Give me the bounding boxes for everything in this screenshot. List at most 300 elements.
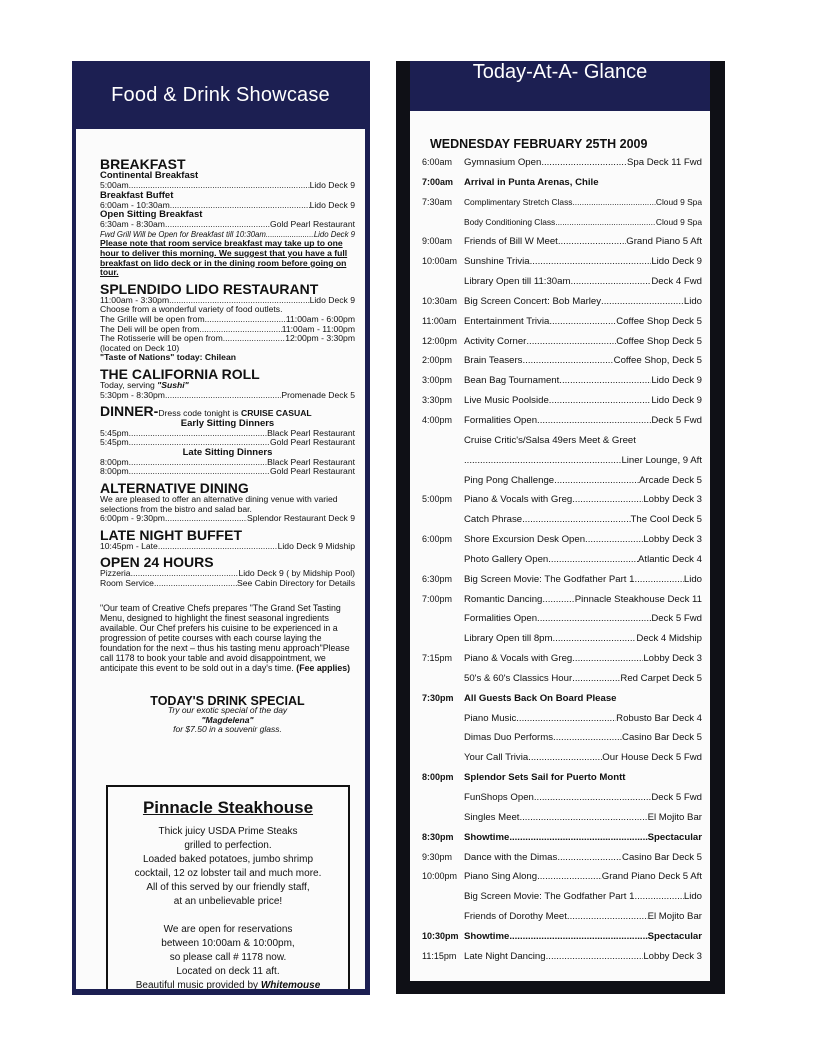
schedule-entry [464, 594, 702, 605]
leader-dots [509, 832, 647, 843]
leader-dots [555, 217, 656, 227]
schedule-location: Lobby Deck 3 [643, 950, 702, 962]
schedule-event: Library Open till 8pm [464, 633, 553, 645]
schedule-time: 10:30am [422, 295, 458, 306]
schedule-location: Spectacular [647, 930, 702, 942]
schedule-event: Piano Sing Along [464, 871, 538, 883]
schedule-row [422, 812, 702, 832]
schedule-row [422, 336, 702, 356]
schedule-event: Big Screen Movie: The Godfather Part 1 [464, 891, 635, 903]
continental-loc: Lido Deck 9 [309, 180, 355, 190]
schedule-event: All Guests Back On Board Please [464, 692, 617, 704]
schedule-event: Sunshine Trivia [464, 256, 530, 268]
schedule-row [422, 435, 702, 455]
schedule-entry [464, 415, 702, 426]
schedule-event: Bean Bag Tournament [464, 375, 560, 387]
rotisserie-hours: 12:00pm - 3:30pm [285, 333, 355, 344]
schedule-row [422, 653, 702, 673]
room-service-loc: See Cabin Directory for Details [237, 578, 355, 589]
alternative-title: ALTERNATIVE DINING [100, 480, 249, 497]
schedule-row [422, 475, 702, 495]
alternative-time: 6:00pm - 9:30pm [100, 513, 165, 524]
splendido-loc: Lido Deck 9 [309, 294, 355, 305]
schedule-entry [464, 852, 702, 863]
buffet-label: Breakfast Buffet [100, 189, 174, 201]
drink-special-line-1: Try our exotic special of the day [167, 705, 288, 716]
leader-dots [205, 315, 286, 325]
pinnacle-res-line: We are open for reservations [163, 924, 293, 935]
leader-dots [559, 375, 651, 386]
late-buffet-loc: Lido Deck 9 Midship [277, 540, 355, 551]
early-2-time: 5:45pm [100, 437, 129, 448]
schedule-location: Cloud 9 Spa [655, 216, 702, 227]
schedule-event: Piano & Vocals with Greg [464, 494, 573, 506]
schedule-entry [464, 673, 702, 684]
food-drink-body [76, 129, 365, 989]
schedule-event: Arrival in Punta Arenas, Chile [464, 176, 599, 188]
schedule-entry [464, 871, 702, 882]
pinnacle-steakhouse-box [106, 785, 350, 989]
schedule-time: 9:30pm [422, 851, 453, 862]
schedule-event: Entertainment Trivia [464, 315, 550, 327]
schedule-row [422, 693, 702, 713]
schedule-row [422, 534, 702, 554]
schedule-event: Your Call Trivia [464, 752, 529, 764]
leader-dots [537, 613, 651, 624]
leader-dots [464, 455, 621, 466]
schedule-entry [464, 455, 702, 466]
pinnacle-desc-line: at an unbelievable price! [173, 896, 283, 907]
schedule-entry [464, 752, 702, 763]
schedule-event: Ping Pong Challenge [464, 474, 555, 486]
grille-hours: 11:00am - 6:00pm [285, 313, 355, 324]
late-sitting-label: Late Sitting Dinners [182, 446, 273, 458]
schedule-row [422, 236, 702, 256]
schedule-time: 7:15pm [422, 653, 453, 664]
leader-dots [165, 220, 270, 230]
schedule-time: 9:00am [422, 236, 453, 247]
leader-dots [537, 871, 602, 882]
schedule-row [422, 752, 702, 772]
pinnacle-description [108, 825, 348, 909]
pinnacle-music-name: Whitemouse [260, 980, 321, 989]
leader-dots [541, 157, 627, 168]
schedule-entry [464, 475, 702, 486]
pizzeria-label: Pizzeria [100, 568, 131, 579]
schedule-row [422, 355, 702, 375]
schedule-row [422, 197, 702, 217]
leader-dots [585, 534, 643, 545]
leader-dots [522, 355, 613, 366]
schedule-event: Piano & Vocals with Greg [464, 653, 573, 665]
schedule-entry [464, 891, 702, 902]
schedule-location: Coffee Shop Deck 5 [616, 335, 702, 347]
schedule-event: Big Screen Movie: The Godfather Part 1 [464, 573, 635, 585]
drink-special-title: TODAY'S DRINK SPECIAL [150, 693, 305, 708]
pinnacle-res-line: Located on deck 11 aft. [176, 966, 280, 977]
schedule-location: Deck 5 Fwd [651, 792, 702, 803]
open-sitting-time: 6:30am - 8:30am [100, 219, 165, 230]
leader-dots [542, 594, 574, 605]
schedule-event: Piano Music [464, 712, 517, 724]
schedule-location: El Mojito Bar [647, 811, 702, 823]
leader-dots [553, 633, 637, 644]
today-header: Today-At-A- Glance [410, 61, 710, 111]
schedule-row [422, 594, 702, 614]
today-at-a-glance-panel [396, 61, 725, 994]
pinnacle-desc-line: All of this served by our friendly staff, [146, 882, 310, 893]
schedule-time: 5:00pm [422, 494, 453, 505]
leader-dots [530, 256, 652, 267]
schedule-entry [464, 554, 702, 565]
schedule-event: Gymnasium Open [464, 157, 542, 168]
schedule-entry [464, 732, 702, 743]
serving-item: "Sushi" [157, 379, 189, 390]
schedule-location: Arcade Deck 5 [639, 474, 702, 486]
schedule-entry [464, 296, 702, 307]
schedule-time: 12:00pm [422, 335, 458, 346]
schedule-row [422, 852, 702, 872]
schedule-event: FunShops Open [464, 792, 534, 803]
open-sitting-label: Open Sitting Breakfast [100, 209, 203, 221]
schedule-event: Formalities Open [464, 613, 538, 625]
taste-suffix: today: Chilean [174, 352, 236, 363]
schedule-row [422, 514, 702, 534]
leader-dots [509, 931, 647, 942]
open24-title: OPEN 24 HOURS [100, 554, 214, 571]
continental-label: Continental Breakfast [100, 170, 199, 181]
leader-dots [522, 514, 630, 525]
schedule-event: Showtime [464, 930, 510, 942]
pinnacle-desc-line: Loaded baked potatoes, jumbo shrimp [142, 854, 314, 865]
dinner-title: DINNER- [100, 403, 159, 420]
schedule-entry [464, 514, 702, 525]
schedule-row [422, 891, 702, 911]
drink-special-price: for $7.50 in a souvenir glass. [173, 724, 282, 735]
leader-dots [534, 792, 651, 803]
taste-of-nations [100, 353, 355, 363]
leader-dots [546, 951, 644, 962]
late-buffet-row [100, 542, 355, 552]
leader-dots [158, 542, 278, 552]
open-sitting-loc: Gold Pearl Restaurant [269, 219, 355, 230]
schedule-row [422, 554, 702, 574]
schedule-entry [464, 951, 702, 962]
leader-dots [165, 391, 281, 401]
leader-dots [558, 236, 626, 247]
schedule-entry [464, 832, 702, 843]
schedule-location: Coffee Shop, Deck 5 [613, 355, 702, 367]
schedule-location: Pinnacle Steakhouse Deck 11 [574, 593, 702, 605]
schedule-event: Complimentary Stretch Class [464, 196, 573, 207]
schedule-location: El Mojito Bar [647, 911, 702, 923]
schedule-location: Deck 5 Fwd [651, 613, 702, 625]
schedule-event: Library Open till 11:30am [464, 276, 571, 288]
schedule-list [422, 157, 702, 971]
schedule-time: 6:00pm [422, 534, 453, 545]
room-service-row [100, 579, 355, 589]
schedule-row [422, 415, 702, 435]
pinnacle-music-prefix: Beautiful music provided by [135, 980, 261, 989]
deli-hours: 11:00am - 11:00pm [281, 323, 355, 334]
schedule-event: 50's & 60's Classics Hour [464, 672, 573, 684]
schedule-date: WEDNESDAY FEBRUARY 25TH 2009 [430, 137, 648, 151]
schedule-event: Friends of Bill W Meet [464, 236, 558, 248]
breakfast-title: BREAKFAST [100, 156, 186, 172]
schedule-location: Lobby Deck 3 [643, 653, 702, 665]
schedule-event: Shore Excursion Desk Open [464, 534, 586, 546]
drink-special [100, 693, 355, 735]
schedule-entry [464, 336, 702, 347]
leader-dots [567, 911, 648, 922]
today-body [410, 111, 710, 981]
schedule-time: 7:30pm [422, 692, 454, 703]
schedule-row [422, 276, 702, 296]
splendido-time: 11:00am - 3:30pm [100, 294, 170, 305]
schedule-entry [464, 435, 702, 446]
leader-dots [129, 458, 267, 468]
late-2-time: 8:00pm [100, 466, 129, 477]
pinnacle-desc-line: cocktail, 12 oz lobster tail and much more. [134, 868, 322, 879]
schedule-row [422, 574, 702, 594]
schedule-location: Red Carpet Deck 5 [620, 672, 702, 684]
schedule-location: Coffee Shop Deck 5 [616, 315, 702, 327]
schedule-row [422, 832, 702, 852]
schedule-time: 6:00am [422, 157, 453, 167]
schedule-row [422, 256, 702, 276]
alternative-loc: Splendor Restaurant Deck 9 [247, 513, 355, 524]
continental-time: 5:00am [100, 180, 129, 190]
chefs-paragraph [100, 603, 355, 673]
schedule-entry [464, 494, 702, 505]
schedule-entry [464, 792, 702, 803]
schedule-time: 10:00am [422, 256, 458, 267]
pizzeria-loc: Lido Deck 9 ( by Midship Pool) [238, 568, 355, 579]
late-buffet-time: 10:45pm - Late [100, 540, 158, 551]
leader-dots [553, 732, 622, 743]
schedule-location: Atlantic Deck 4 [638, 553, 702, 565]
schedule-event: Activity Corner [464, 335, 527, 347]
dress-code-prefix: Dress code tonight is [158, 408, 241, 419]
splendido-choose: Choose from a wonderful variety of food outlets. [100, 304, 283, 315]
schedule-location: Robusto Bar Deck 4 [616, 712, 702, 724]
schedule-entry [464, 316, 702, 327]
buffet-time: 6:00am - 10:30am [100, 199, 170, 210]
schedule-entry [464, 197, 702, 207]
schedule-location: Our House Deck 5 Fwd [602, 752, 702, 764]
dress-code: CRUISE CASUAL [240, 408, 312, 419]
california-loc: Promenade Deck 5 [281, 389, 355, 400]
schedule-row [422, 871, 702, 891]
schedule-location: Spa Deck 11 Fwd [626, 157, 702, 168]
leader-dots [572, 673, 620, 684]
late-1-loc: Black Pearl Restaurant [267, 456, 355, 467]
late-buffet-title: LATE NIGHT BUFFET [100, 526, 243, 543]
schedule-location: Deck 4 Fwd [651, 276, 702, 288]
schedule-entry [464, 276, 702, 287]
schedule-row [422, 931, 702, 951]
food-drink-panel [72, 61, 370, 995]
schedule-row [422, 455, 702, 475]
schedule-location: Cloud 9 Spa [655, 196, 702, 207]
schedule-location: Deck 4 Midship [636, 633, 702, 645]
schedule-event: Formalities Open [464, 414, 538, 426]
late-row-2 [100, 467, 355, 477]
schedule-time: 4:00pm [422, 414, 453, 425]
leader-dots [572, 197, 655, 207]
schedule-row [422, 217, 702, 237]
pinnacle-desc-line: grilled to perfection. [184, 840, 272, 851]
schedule-location: Lobby Deck 3 [643, 534, 702, 546]
schedule-event: Cruise Critic's/Salsa 49ers Meet & Greet [464, 434, 636, 446]
schedule-time: 6:30pm [422, 573, 453, 584]
schedule-entry [464, 534, 702, 545]
schedule-location: Deck 5 Fwd [651, 414, 702, 426]
schedule-location: Spectacular [647, 831, 702, 843]
leader-dots [549, 316, 616, 327]
schedule-time: 8:30pm [422, 831, 454, 842]
schedule-entry [464, 633, 702, 644]
early-1-time: 5:45pm [100, 427, 129, 438]
schedule-entry [464, 574, 702, 585]
taste-prefix: "Taste of Nations" [100, 352, 175, 363]
schedule-event: Dimas Duo Performs [464, 732, 554, 744]
schedule-entry [464, 693, 702, 704]
leader-dots [634, 891, 683, 902]
leader-dots [572, 494, 643, 505]
late-1-time: 8:00pm [100, 456, 129, 467]
leader-dots [601, 296, 684, 307]
leader-dots [165, 514, 247, 524]
schedule-row [422, 713, 702, 733]
schedule-row [422, 792, 702, 812]
schedule-row [422, 375, 702, 395]
dinner-heading [100, 404, 355, 419]
chefs-fee: (Fee applies) [293, 662, 351, 673]
schedule-time: 7:00pm [422, 593, 453, 604]
pinnacle-desc-line: Thick juicy USDA Prime Steaks [158, 826, 298, 837]
early-1-loc: Black Pearl Restaurant [267, 427, 355, 438]
grille-label: The Grille will be open from [100, 313, 205, 324]
schedule-row [422, 633, 702, 653]
schedule-row [422, 732, 702, 752]
schedule-entry [464, 157, 702, 168]
schedule-time: 11:00am [422, 315, 457, 326]
schedule-event: Splendor Sets Sail for Puerto Montt [464, 772, 626, 784]
room-service-label: Room Service [100, 578, 154, 589]
buffet-loc: Lido Deck 9 [309, 199, 355, 210]
leader-dots [537, 415, 651, 426]
schedule-location: Lido [683, 295, 702, 307]
schedule-row [422, 494, 702, 514]
schedule-location: Lido Deck 9 [651, 395, 702, 407]
deli-label: The Deli will be open from [100, 323, 200, 334]
schedule-location: The Cool Deck 5 [630, 514, 702, 526]
schedule-location: Casino Bar Deck 5 [622, 732, 702, 744]
schedule-time: 11:15pm [422, 950, 457, 961]
schedule-event: Body Conditioning Class [464, 216, 556, 227]
schedule-entry [464, 911, 702, 922]
schedule-entry [464, 772, 702, 783]
schedule-event: Showtime [464, 831, 510, 843]
schedule-location: Lobby Deck 3 [643, 494, 702, 506]
schedule-time: 10:30pm [422, 930, 459, 941]
schedule-time: 3:00pm [422, 375, 453, 386]
schedule-row [422, 177, 702, 197]
schedule-entry [464, 177, 702, 188]
schedule-row [422, 951, 702, 971]
alternative-row [100, 514, 355, 524]
pinnacle-res-line: so please call # 1178 now. [169, 952, 287, 963]
schedule-event: Big Screen Concert: Bob Marley [464, 295, 602, 307]
schedule-location: Lido Deck 9 [651, 256, 702, 268]
pinnacle-title: Pinnacle Steakhouse [142, 798, 314, 817]
leader-dots [129, 429, 267, 439]
schedule-row [422, 911, 702, 931]
schedule-row [422, 395, 702, 415]
drink-special-name: "Magdelena" [201, 714, 254, 725]
schedule-entry [464, 256, 702, 267]
late-2-loc: Gold Pearl Restaurant [269, 466, 355, 477]
rotisserie-label: The Rotisserie will be open from [100, 333, 223, 344]
schedule-location: Grand Piano Deck 5 Aft [601, 871, 702, 883]
splendido-title: SPLENDIDO LIDO RESTAURANT [100, 280, 319, 297]
schedule-location: Liner Lounge, 9 Aft [621, 454, 702, 466]
schedule-location: Lido [683, 891, 702, 903]
located-note: (located on Deck 10) [100, 342, 180, 353]
schedule-row [422, 157, 702, 177]
leader-dots [548, 554, 638, 565]
schedule-location: Lido Deck 9 [651, 375, 702, 387]
pinnacle-res-line: between 10:00am & 10:00pm, [161, 938, 295, 949]
schedule-location: Grand Piano 5 Aft [626, 236, 702, 248]
schedule-row [422, 296, 702, 316]
schedule-entry [464, 613, 702, 624]
leader-dots [570, 276, 651, 287]
leader-dots [634, 574, 683, 585]
schedule-time: 2:00pm [422, 355, 453, 366]
schedule-event: Live Music Poolside [464, 395, 549, 407]
schedule-time: 7:30am [422, 196, 453, 207]
leader-dots [129, 467, 270, 477]
schedule-event: Romantic Dancing [464, 593, 543, 605]
schedule-entry [464, 355, 702, 366]
schedule-row [422, 673, 702, 693]
leader-dots [519, 812, 647, 823]
leader-dots [154, 579, 237, 589]
leader-dots [526, 336, 616, 347]
schedule-entry [464, 236, 702, 247]
food-drink-header: Food & Drink Showcase [111, 83, 330, 106]
fwd-grill-text: Fwd Grill Will be Open for Breakfast till 10:30am [100, 229, 266, 239]
schedule-entry [464, 812, 702, 823]
leader-dots [549, 395, 652, 406]
leader-dots [528, 752, 602, 763]
serving-prefix: Today, serving [100, 379, 158, 390]
schedule-entry [464, 713, 702, 724]
room-service-note: Please note that room service breakfast may take up to one hour to deliver this morning. We suggest that you have a full breakfast on lido deck or in the dining room before going on tour. [100, 238, 348, 278]
open-sitting-row [100, 220, 355, 230]
schedule-event: Dance with the Dimas [464, 851, 558, 863]
early-sitting-label: Early Sitting Dinners [180, 417, 275, 429]
schedule-entry [464, 375, 702, 386]
schedule-row [422, 613, 702, 633]
pinnacle-reservations [108, 923, 348, 989]
schedule-event: Photo Gallery Open [464, 553, 549, 565]
leader-dots [223, 334, 285, 344]
schedule-time: 10:00pm [422, 871, 458, 882]
schedule-time: 7:00am [422, 176, 454, 187]
